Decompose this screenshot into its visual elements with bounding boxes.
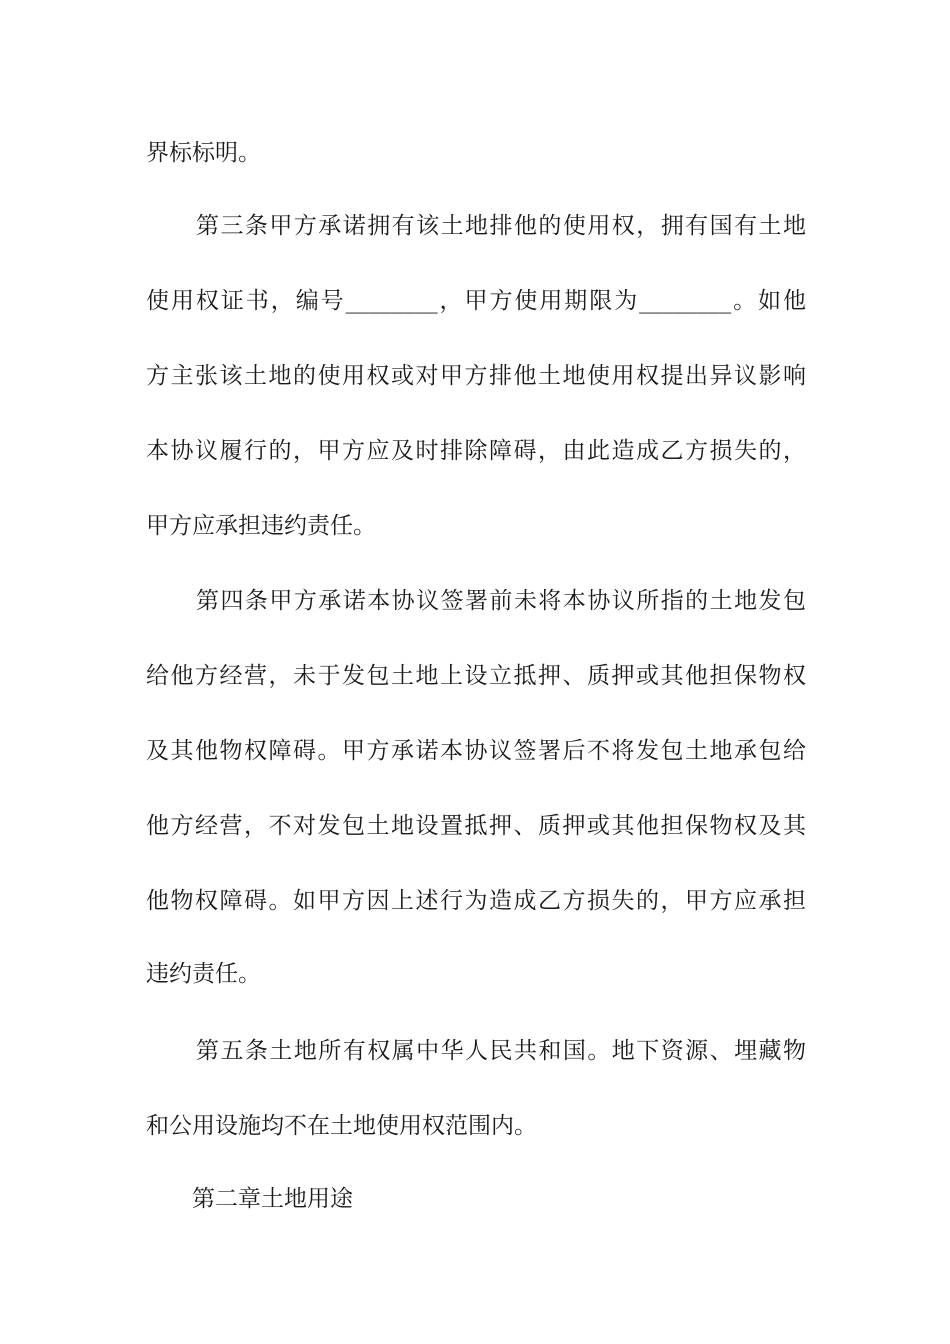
paragraph-line: 给他方经营，未于发包土地上设立抵押、质押或其他担保物权 <box>146 663 806 689</box>
paragraph-line: 方主张该土地的使用权或对甲方排他土地使用权提出异议影响 <box>146 363 806 389</box>
chapter-heading: 第二章土地用途 <box>192 1186 353 1212</box>
article-3-line: 第三条甲方承诺拥有该土地排他的使用权，拥有国有土地 <box>196 213 806 239</box>
paragraph-line: 违约责任。 <box>146 961 261 987</box>
paragraph-line: 界标标明。 <box>146 140 261 166</box>
paragraph-line: 及其他物权障碍。甲方承诺本协议签署后不将发包土地承包给 <box>146 738 806 764</box>
paragraph-line: 和公用设施均不在土地使用权范围内。 <box>146 1113 537 1139</box>
paragraph-line: 他物权障碍。如甲方因上述行为造成乙方损失的，甲方应承担 <box>146 888 806 914</box>
article-5-line: 第五条土地所有权属中华人民共和国。地下资源、埋藏物 <box>196 1038 806 1064</box>
paragraph-line: 使用权证书，编号________，甲方使用期限为________。如他 <box>146 288 806 314</box>
article-4-line: 第四条甲方承诺本协议签署前未将本协议所指的土地发包 <box>196 588 806 614</box>
paragraph-line: 本协议履行的，甲方应及时排除障碍，由此造成乙方损失的， <box>146 438 806 464</box>
paragraph-line: 他方经营，不对发包土地设置抵押、质押或其他担保物权及其 <box>146 813 806 839</box>
paragraph-line: 甲方应承担违约责任。 <box>146 513 376 539</box>
